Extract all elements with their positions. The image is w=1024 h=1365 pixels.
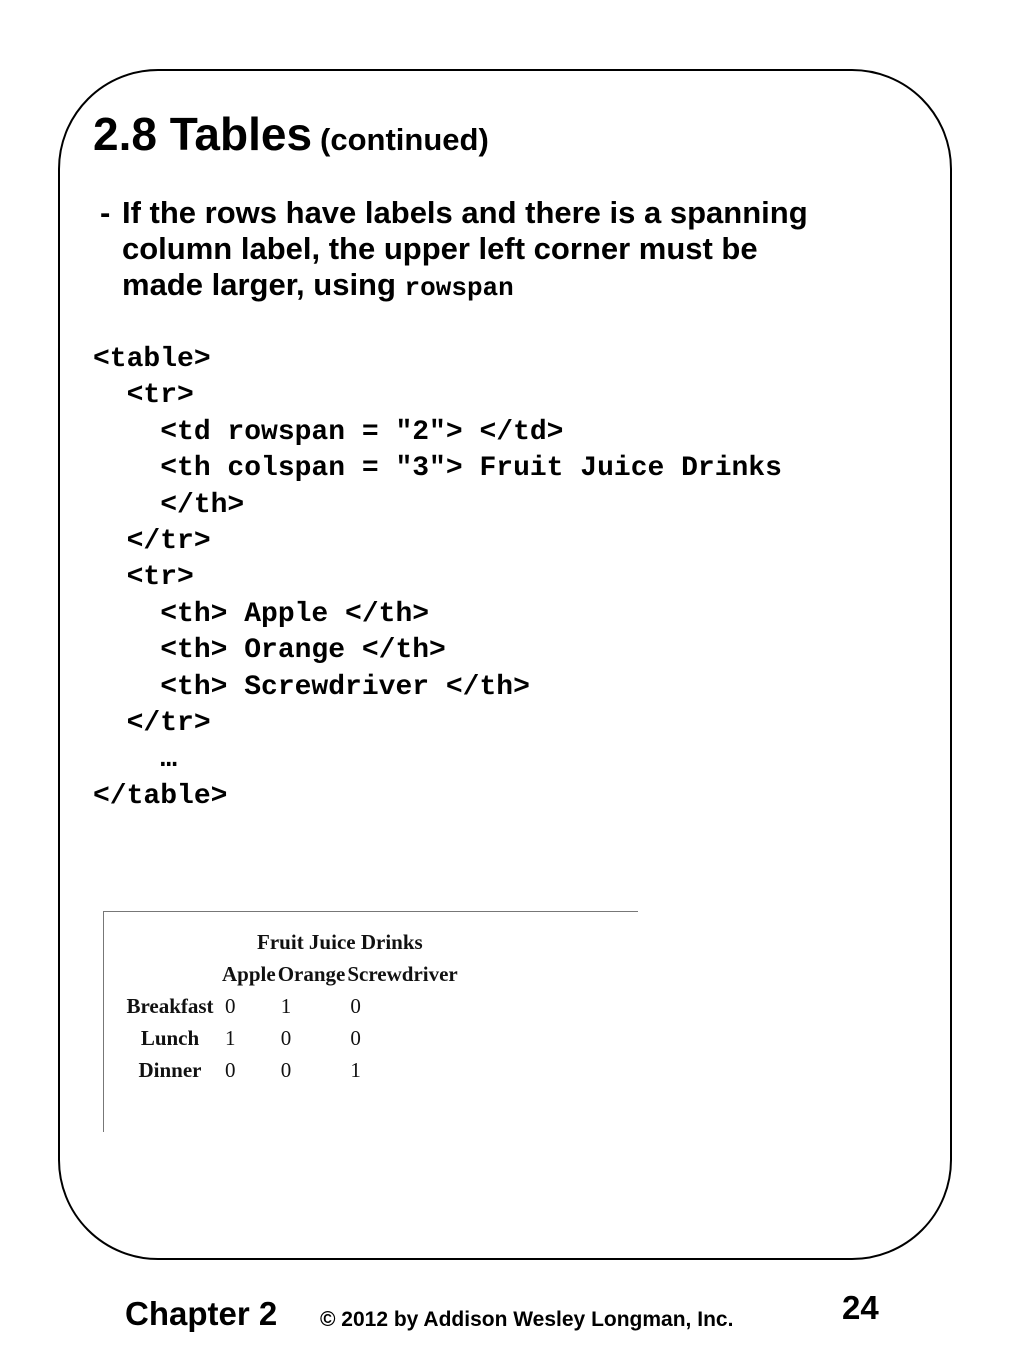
table-cell: 0 [225, 993, 236, 1018]
rendered-table-screenshot [103, 911, 638, 1132]
table-cell: 1 [350, 1057, 361, 1082]
code-line: </th> [93, 489, 245, 521]
bullet-point [100, 195, 930, 306]
bullet-line-3-text: made larger, using [122, 267, 405, 302]
footer-copyright: © 2012 by Addison Wesley Longman, Inc. [320, 1308, 734, 1331]
column-header-screwdriver: Screwdriver [347, 961, 458, 986]
slide-title-main: 2.8 Tables [93, 108, 313, 160]
table-row [120, 1022, 458, 1054]
code-line: <th> Orange </th> [93, 635, 446, 667]
code-line: </tr> [93, 525, 211, 557]
column-header-apple: Apple [222, 961, 276, 986]
table-span-header: Fruit Juice Drinks [257, 929, 423, 954]
table-cell: 0 [350, 993, 361, 1018]
table-cell: 1 [280, 993, 292, 1018]
bullet-dash: - [100, 195, 111, 230]
code-line: <th> Screwdriver </th> [93, 671, 530, 703]
bullet-line-3 [122, 267, 930, 306]
slide-title [93, 108, 489, 166]
page-number: 24 [842, 1289, 879, 1326]
row-label: Dinner [138, 1057, 202, 1082]
code-line: </tr> [93, 707, 211, 739]
slide-footer [0, 1285, 1024, 1345]
code-line: <tr> [93, 380, 194, 412]
slide-title-sub: (continued) [320, 122, 489, 157]
fruit-juice-table [118, 926, 460, 1086]
footer-chapter: Chapter 2 [125, 1295, 278, 1332]
table-cell: 0 [280, 1057, 292, 1082]
table-corner-cell [120, 926, 220, 990]
code-line: <th> Apple </th> [93, 598, 430, 630]
code-line: <th colspan = "3"> Fruit Juice Drinks [93, 453, 782, 485]
code-block [93, 342, 782, 815]
code-line: <tr> [93, 562, 194, 594]
table-cell: 1 [225, 1025, 236, 1050]
table-cell: 0 [225, 1057, 236, 1082]
code-line: <table> [93, 344, 211, 375]
code-line: </table> [93, 780, 228, 812]
bullet-line-1: If the rows have labels and there is a spanning [122, 195, 808, 230]
table-row [120, 1054, 458, 1086]
row-label: Breakfast [126, 993, 214, 1018]
bullet-line-2: column label, the upper left corner must be [122, 231, 758, 266]
table-cell: 0 [350, 1025, 361, 1050]
table-cell: 0 [280, 1025, 292, 1050]
code-line: … [93, 744, 178, 776]
row-label: Lunch [140, 1025, 200, 1050]
table-row [120, 990, 458, 1022]
bullet-code-rowspan: rowspan [404, 273, 514, 303]
column-header-orange: Orange [277, 961, 346, 986]
code-line: <td rowspan = "2"> </td> [93, 416, 564, 448]
